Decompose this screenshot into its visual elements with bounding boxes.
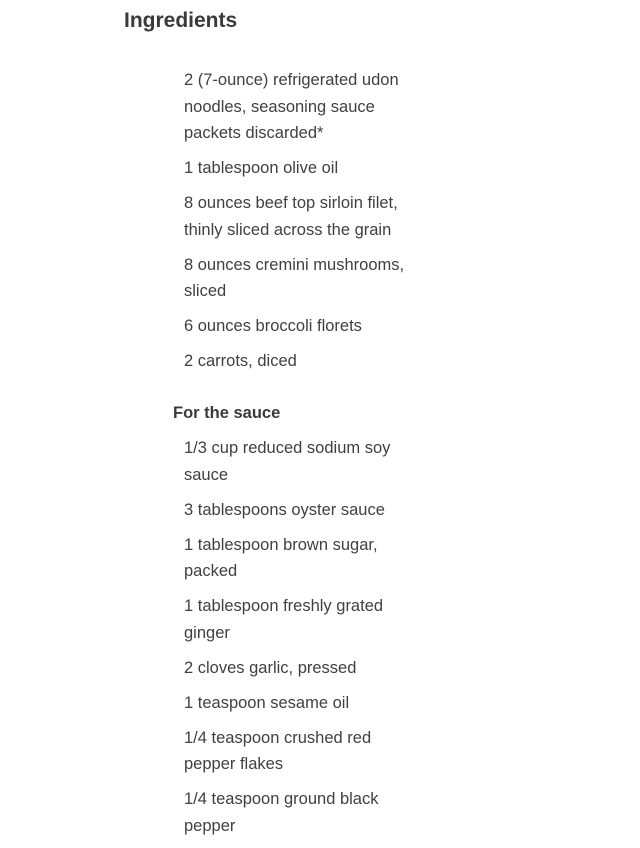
ingredient-item: 6 ounces broccoli florets xyxy=(184,317,362,335)
sauce-ingredient-item: 1 tablespoon freshly grated ginger xyxy=(184,597,384,642)
ingredients-heading: Ingredients xyxy=(124,9,238,32)
sauce-ingredient-item: 3 tablespoons oyster sauce xyxy=(184,500,385,519)
sauce-ingredient-item: 1/3 cup reduced sodium soy sauce xyxy=(184,439,391,484)
sauce-ingredient-item: 2 cloves garlic, pressed xyxy=(184,658,357,677)
ingredient-item: 8 ounces cremini mushrooms, sliced xyxy=(184,255,405,300)
ingredient-item: 8 ounces beef top sirloin filet, thinly sliced across the grain xyxy=(184,194,398,239)
sauce-ingredient-item: 1 teaspoon sesame oil xyxy=(184,693,350,712)
sauce-ingredients-list xyxy=(184,435,424,848)
ingredient-item: 2 carrots, diced xyxy=(184,352,297,370)
sauce-ingredient-item: 1/4 teaspoon crushed red pepper flakes xyxy=(184,728,372,773)
sauce-ingredient-item: 1/4 teaspoon ground black pepper xyxy=(184,790,379,835)
sauce-ingredient-item: 1 tablespoon brown sugar, packed xyxy=(184,535,378,580)
ingredient-item: 1 tablespoon olive oil xyxy=(184,159,339,177)
main-ingredients-list xyxy=(184,67,424,383)
ingredient-item: 2 (7-ounce) refrigerated udon noodles, seasoning sauce packets discarded* xyxy=(184,71,399,142)
sauce-subheading: For the sauce xyxy=(173,404,281,422)
